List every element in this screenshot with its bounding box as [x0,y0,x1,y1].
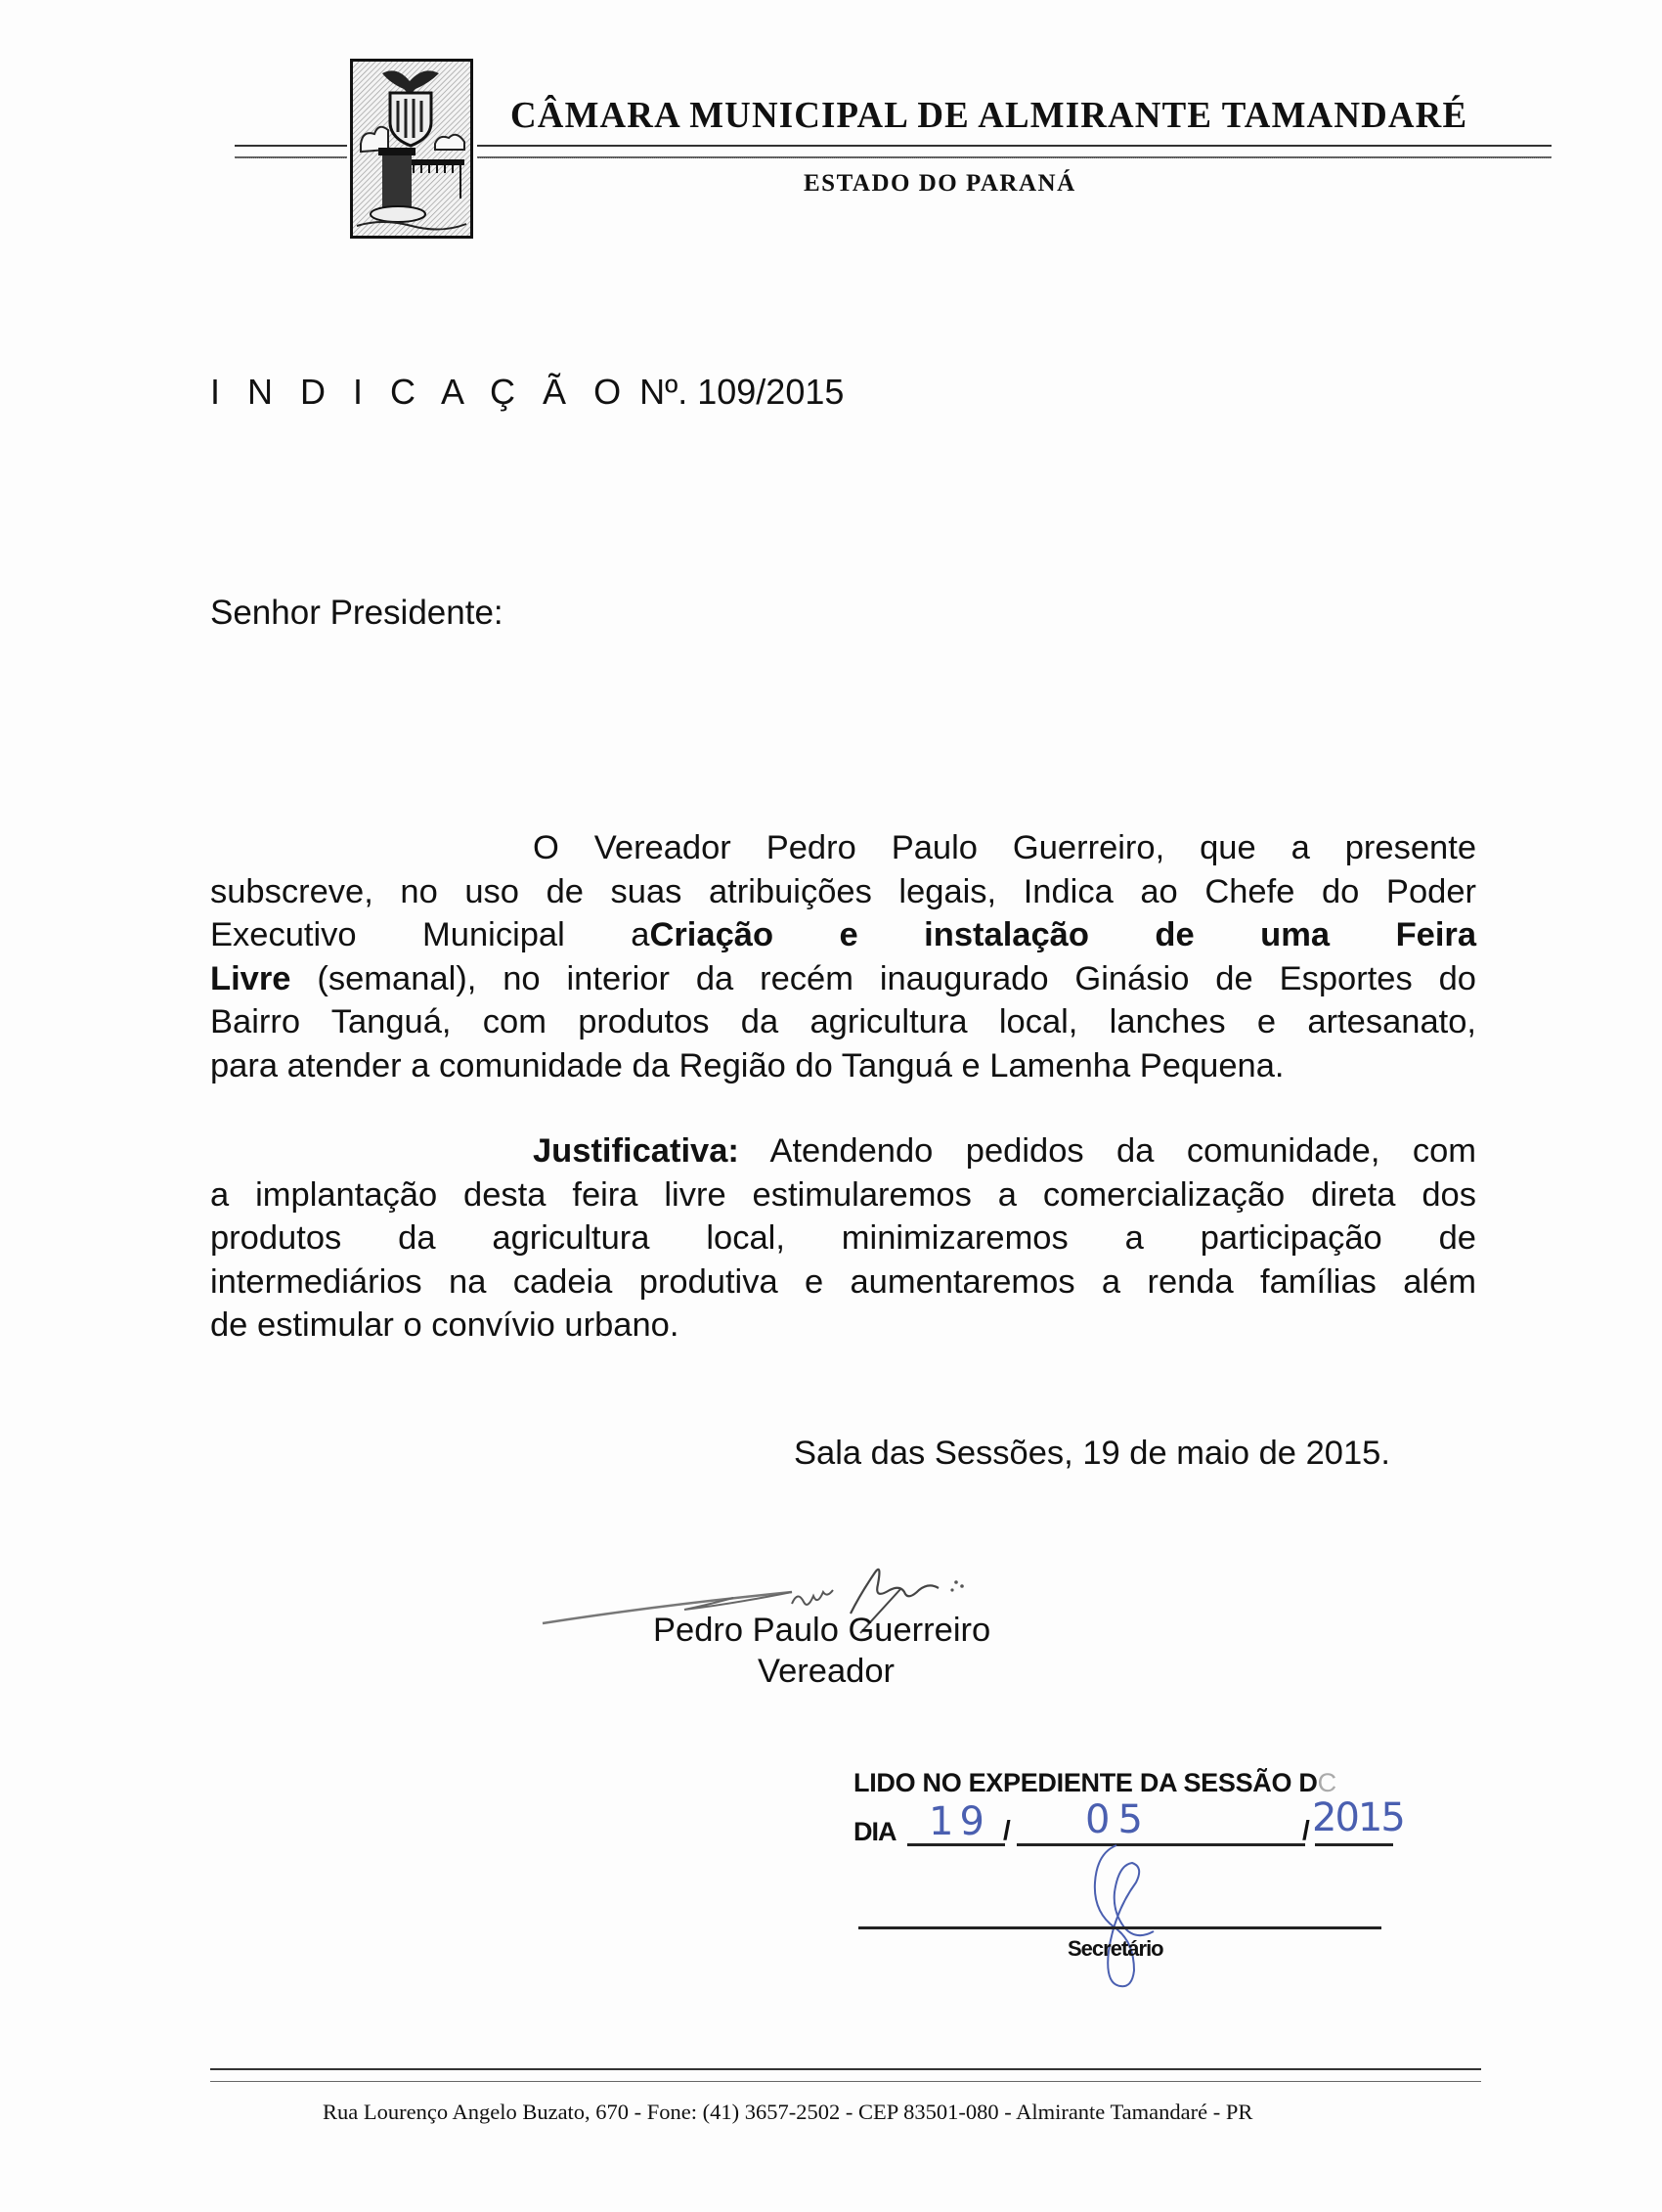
body-line [210,913,1476,957]
secretary-initials [1075,1843,1163,1990]
justification-line: a implantação desta feira livre estimularemos a comercialização direta dos [210,1175,1476,1214]
secretary-signature-line [858,1926,1381,1929]
highlight-text: Criação [649,916,774,954]
stamp-heading-text: LIDO NO EXPEDIENTE DA SESSÃO D [853,1768,1318,1797]
highlight-text: de [1155,916,1195,954]
place-and-date: Sala das Sessões, 19 de maio de 2015. [794,1435,1390,1472]
date-separator: / [1003,1815,1011,1845]
indication-title [210,372,844,413]
indication-number: Nº. 109/2015 [639,372,845,412]
footer-rule-top [210,2068,1481,2070]
coat-of-arms-icon [353,62,470,236]
handwritten-day: 19 [929,1799,990,1844]
stamp-day-label: DIA [853,1817,897,1846]
justification-text: Atendendo pedidos da comunidade, com [769,1132,1477,1170]
state-name: ESTADO DO PARANÁ [804,170,1076,197]
body-line: Bairro Tanguá, com produtos da agricultura local, lanches e artesanato, [210,1003,1476,1041]
highlight-text: uma [1260,916,1331,954]
body-text: Executivo Municipal [210,916,565,954]
justification-line: de estimular o convívio urbano. [210,1306,679,1345]
year-underline [1315,1843,1393,1846]
justification-paragraph [210,1129,1476,1348]
highlight-text: Livre [210,959,291,997]
handwritten-month: 05 [1085,1797,1151,1842]
body-line [210,957,1476,1001]
reading-stamp-heading [853,1768,1336,1798]
justification-line: produtos da agricultura local, minimizaremos a participação de [210,1219,1476,1258]
body-line: subscreve, no uso de suas atribuições legais, Indica ao Chefe do Poder [210,872,1476,910]
highlight-text: e [839,916,858,954]
body-text: a [631,916,650,954]
handwritten-year: 2015 [1312,1795,1404,1840]
institution-name: CÂMARA MUNICIPAL DE ALMIRANTE TAMANDARÉ [510,95,1468,136]
coat-of-arms-logo [350,59,473,239]
signer-role: Vereador [758,1653,896,1690]
header-rule-left-bottom [235,156,347,158]
body-text: (semanal), no interior da recém inaugurado Ginásio de Esportes do [317,959,1476,997]
date-separator: / [1302,1815,1310,1845]
stamp-heading-faded: C [1317,1768,1336,1797]
header-rule-right-top [477,145,1552,147]
footer-rule-bottom [210,2081,1481,2082]
header-rule-right-bottom [477,156,1552,158]
justification-line [210,1129,1476,1173]
header-rule-left-top [235,145,347,147]
salutation: Senhor Presidente: [210,594,503,632]
body-line: para atender a comunidade da Região do Tanguá e Lamenha Pequena. [210,1046,1285,1084]
highlight-text: Feira [1395,916,1477,954]
highlight-text: instalação [924,916,1089,954]
indication-label: I N D I C A Ç Ã O [210,372,631,412]
signer-name: Pedro Paulo Guerreiro [653,1612,991,1649]
justification-line: intermediários na cadeia produtiva e aumentaremos a renda famílias além [210,1262,1476,1301]
justification-label: Justificativa: [533,1132,739,1170]
secretary-label: Secretário [1068,1936,1163,1961]
body-paragraph [210,826,1476,1088]
body-line: O Vereador Pedro Paulo Guerreiro, que a presente [533,829,1476,866]
footer-address: Rua Lourenço Angelo Buzato, 670 - Fone: (41) 3657-2502 - CEP 83501-080 - Almirante Tamandaré - PR [323,2100,1253,2124]
